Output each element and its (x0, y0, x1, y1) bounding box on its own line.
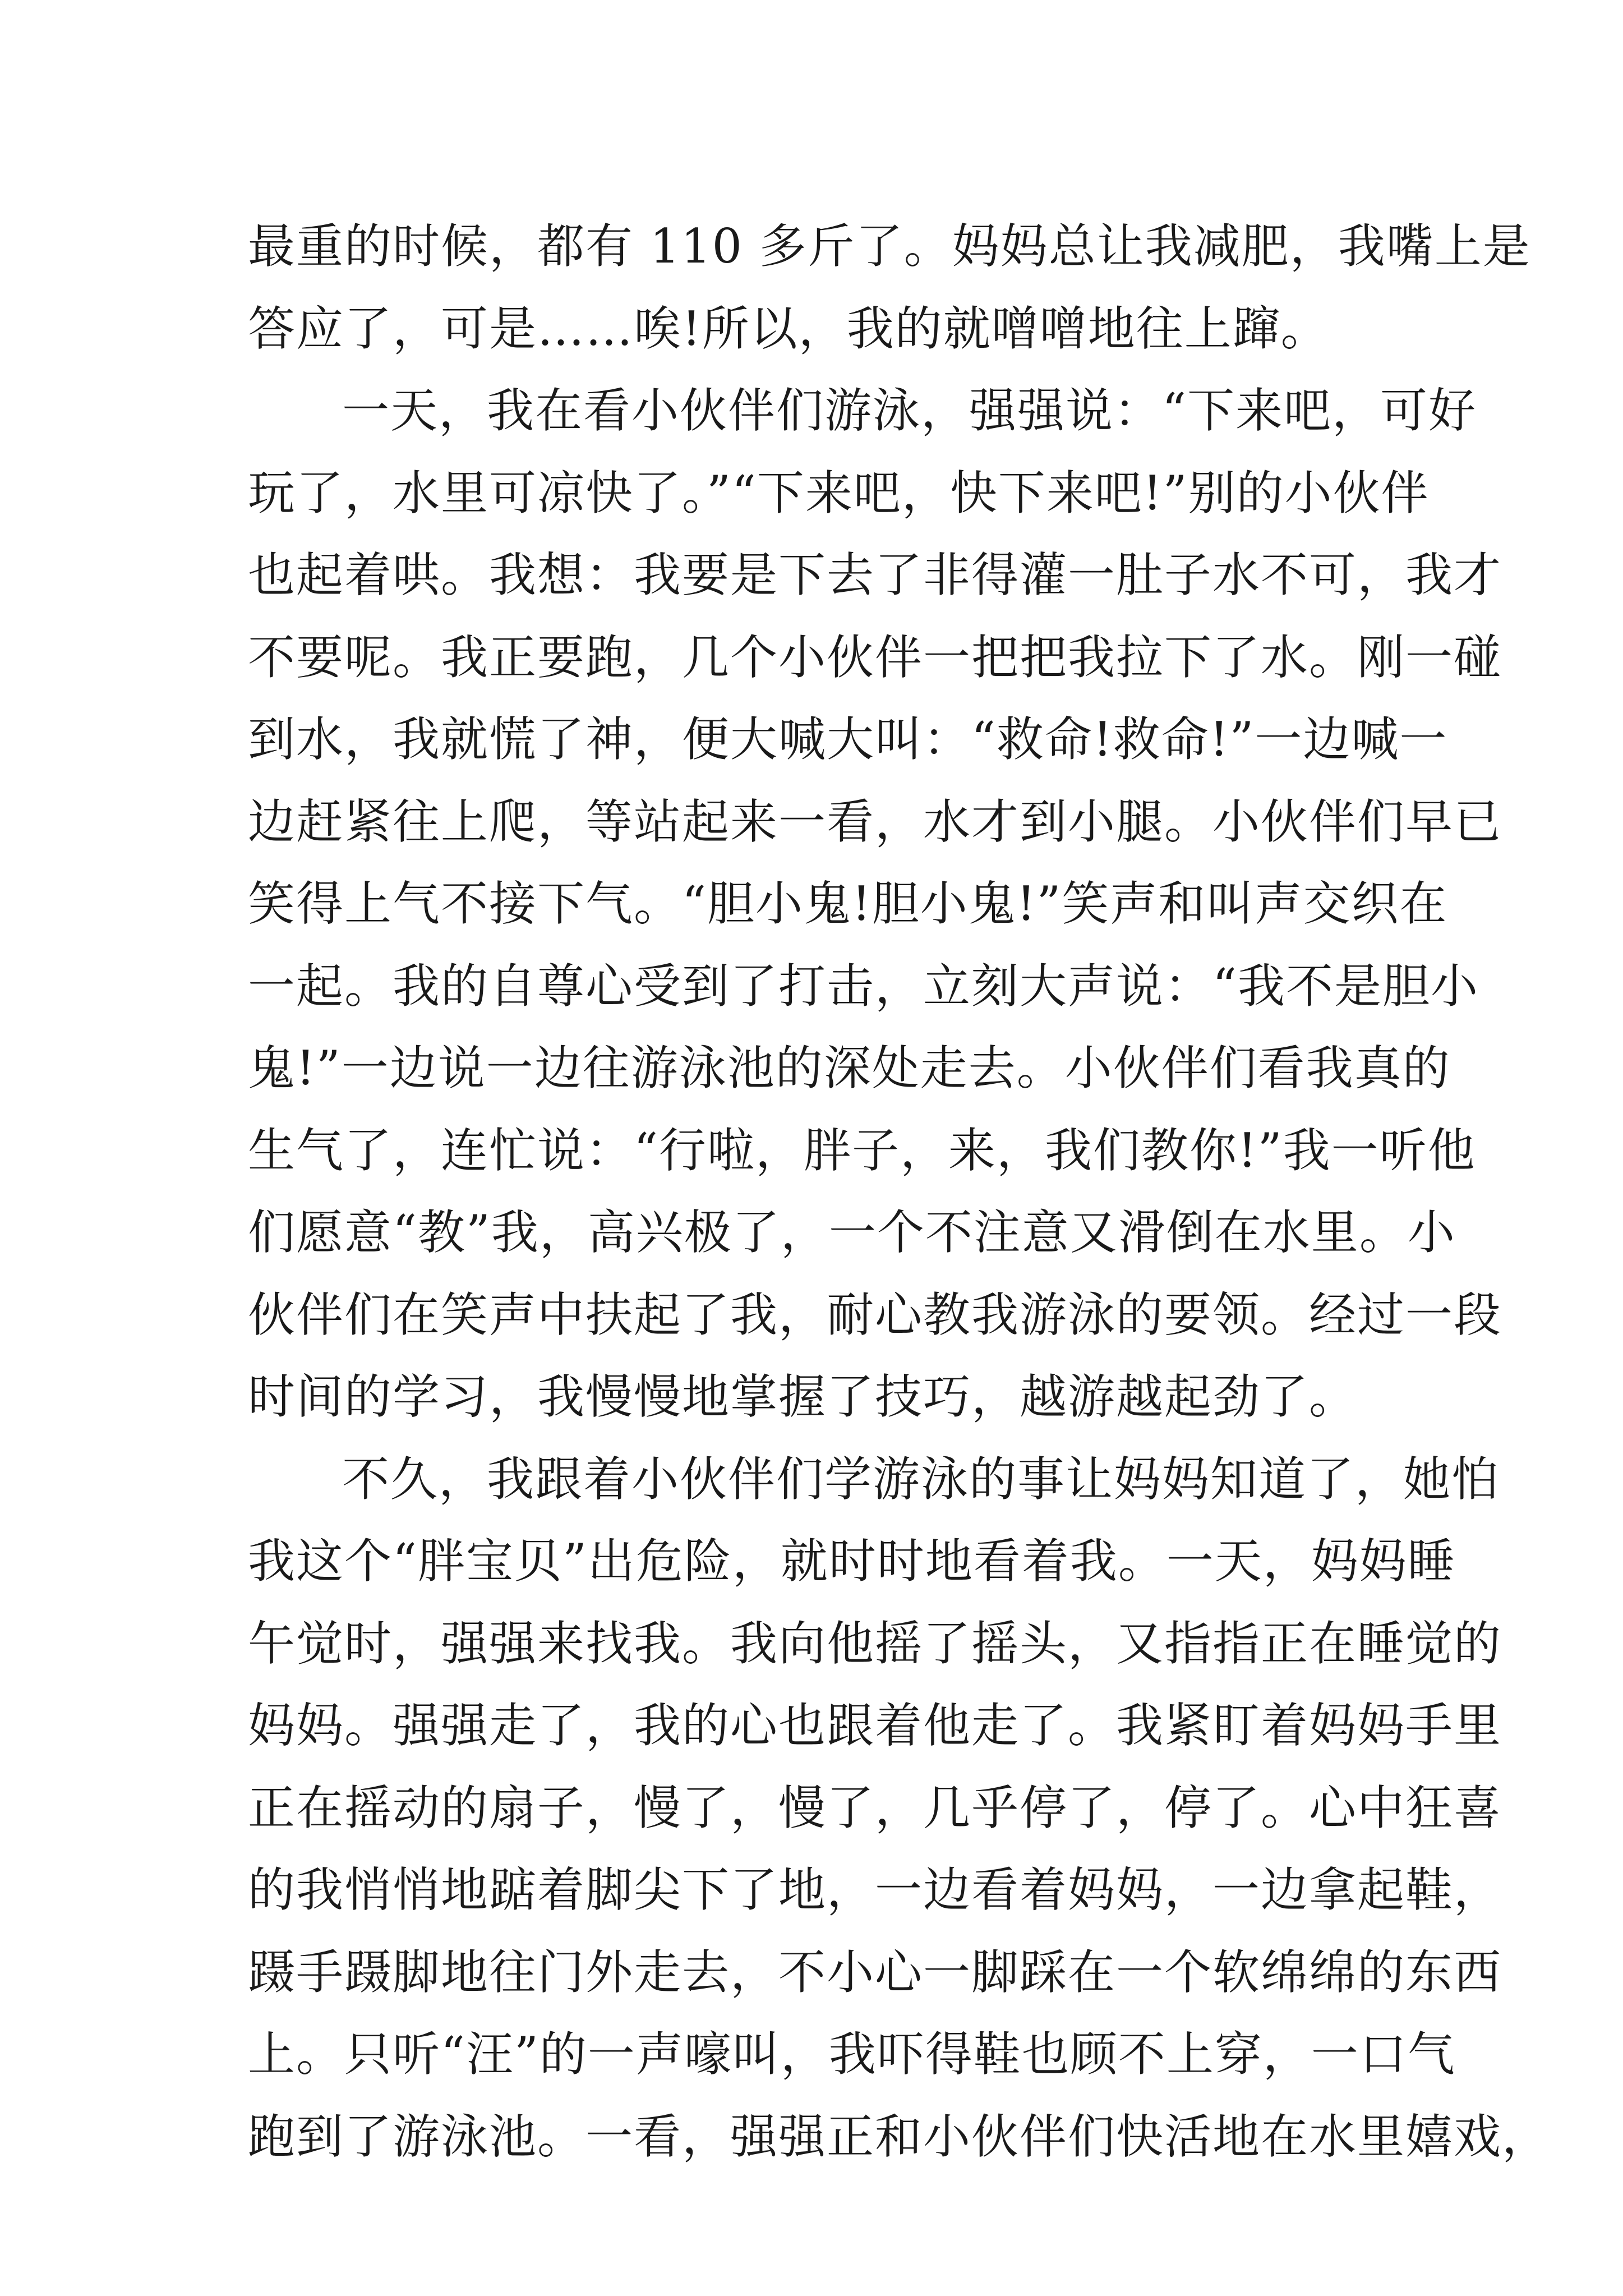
text-line: 答应了，可是……唉!所以，我的就噌噌地往上蹿。 (248, 301, 1329, 356)
text-line: 边赶紧往上爬，等站起来一看，水才到小腿。小伙伴们早已 (248, 794, 1502, 849)
text-line: 一天，我在看小伙伴们游泳，强强说：“下来吧，可好 (342, 383, 1477, 438)
text-line: 正在摇动的扇子，慢了，慢了，几乎停了，停了。心中狂喜 (248, 1780, 1502, 1835)
text-line: 到水，我就慌了神，便大喊大叫：“救命!救命!”一边喊一 (248, 712, 1448, 767)
text-line: 跑到了游泳池。一看，强强正和小伙伴们快活地在水里嬉戏， (248, 2109, 1551, 2164)
text-line: 最重的时候，都有 110 多斤了。妈妈总让我减肥，我嘴上是 (248, 219, 1531, 274)
text-line: 玩了，水里可凉快了。”“下来吧，快下来吧!”别的小伙伴 (248, 465, 1430, 521)
text-line: 我这个“胖宝贝”出危险，就时时地看着我。一天，妈妈睡 (248, 1534, 1456, 1589)
text-line: 的我悄悄地踮着脚尖下了地，一边看着妈妈，一边拿起鞋， (248, 1862, 1502, 1917)
text-line: 妈妈。强强走了，我的心也跟着他走了。我紧盯着妈妈手里 (248, 1698, 1502, 1753)
text-line: 上。只听“汪”的一声嚎叫，我吓得鞋也顾不上穿，一口气 (248, 2027, 1456, 2082)
text-line: 不久，我跟着小伙伴们学游泳的事让妈妈知道了，她怕 (342, 1451, 1500, 1507)
text-line: 蹑手蹑脚地往门外走去，不小心一脚踩在一个软绵绵的东西 (248, 1944, 1502, 2000)
text-line: 鬼!”一边说一边往游泳池的深处走去。小伙伴们看我真的 (248, 1041, 1451, 1096)
text-line: 一起。我的自尊心受到了打击，立刻大声说：“我不是胆小 (248, 958, 1479, 1014)
text-line: 们愿意“教”我，高兴极了，一个不注意又滑倒在水里。小 (248, 1205, 1456, 1260)
body-text (248, 205, 1551, 2178)
text-line: 也起着哄。我想：我要是下去了非得灌一肚子水不可，我才 (248, 547, 1502, 602)
text-line: 时间的学习，我慢慢地掌握了技巧，越游越起劲了。 (248, 1369, 1358, 1424)
text-line: 笑得上气不接下气。“胆小鬼!胆小鬼!”笑声和叫声交织在 (248, 876, 1448, 931)
text-line: 不要呢。我正要跑，几个小伙伴一把把我拉下了水。刚一碰 (248, 629, 1502, 685)
text-line: 生气了，连忙说：“行啦，胖子，来，我们教你!”我一听他 (248, 1122, 1476, 1178)
text-line: 午觉时，强强来找我。我向他摇了摇头，又指指正在睡觉的 (248, 1616, 1502, 1671)
text-line: 伙伴们在笑声中扶起了我，耐心教我游泳的要领。经过一段 (248, 1287, 1502, 1342)
